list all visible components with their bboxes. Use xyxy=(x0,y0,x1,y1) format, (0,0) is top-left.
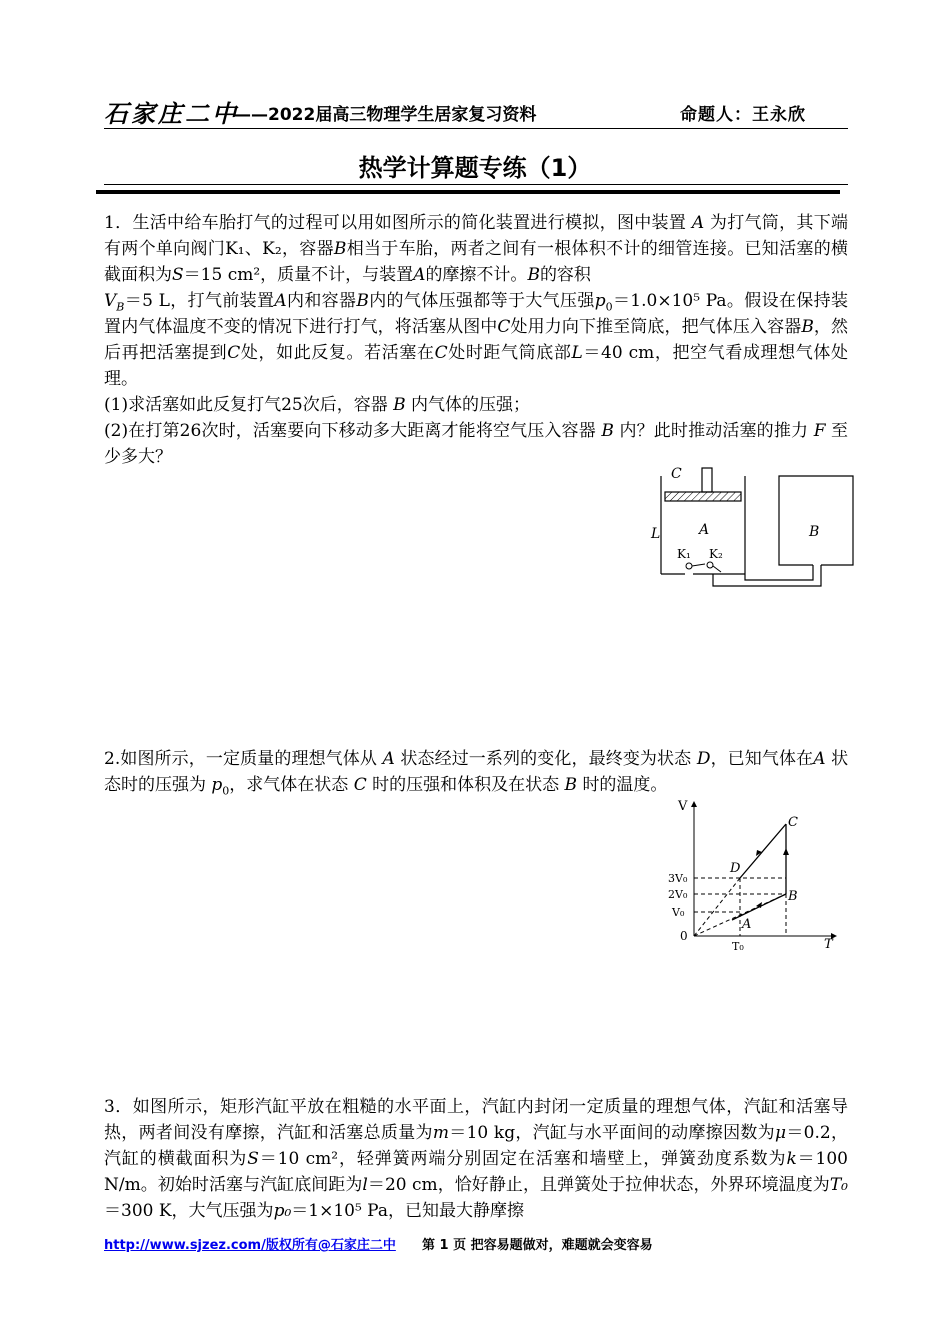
author: 命题人：王永欣 xyxy=(680,105,806,125)
point-A: A xyxy=(742,917,752,932)
question-3: 3．如图所示，矩形汽缸平放在粗糙的水平面上，汽缸内封闭一定质量的理想气体，汽缸和活塞导热，两者间没有摩擦，汽缸和活塞总质量为m＝10 kg，汽缸与水平面间的动摩擦因数为μ＝0.2，汽缸的横截面积为S＝10 cm²，轻弹簧两端分别固定在活塞和墙壁上，弹簧劲度系数为k＝100 N/m。初始时活塞与汽缸底间距为l＝20 cm，恰好静止，且弹簧处于拉伸状态，外界环境温度为T₀＝300 K，大气压强为p₀＝1×10⁵ Pa，已知最大静摩擦 xyxy=(104,1097,849,1221)
point-B: B xyxy=(788,889,798,904)
label-B: B xyxy=(809,524,820,540)
label-A: A xyxy=(699,522,710,538)
label-K2: K₂ xyxy=(709,547,723,561)
footer-link[interactable]: http://www.sjzez.com/版权所有@石家庄二中 xyxy=(104,1238,396,1253)
y-axis-label: V xyxy=(678,799,688,814)
footer-page: 第 1 页 把容易题做对，难题就会变容易 xyxy=(422,1238,653,1253)
label-L: L xyxy=(651,526,661,542)
title-rule-thin xyxy=(104,184,848,185)
tick-t0: T₀ xyxy=(732,940,744,953)
header-rule xyxy=(104,128,848,129)
q1-part-2: (2)在打第26次时，活塞要向下移动多大距离才能将空气压入容器 B 内？此时推动活塞的推力 F 至少多大？ xyxy=(104,421,849,467)
question-2: 2.如图所示，一定质量的理想气体从 A 状态经过一系列的变化，最终变为状态 D，已知气体在A 状态时的压强为 $p_0$，求气体在状态 C 时的压强和体积及在状态 B 时的温度。 xyxy=(104,749,849,798)
label-K1: K₁ xyxy=(677,547,691,561)
pump-figure xyxy=(645,462,865,587)
tick-2v0: 2V₀ xyxy=(668,888,688,901)
vt-graph xyxy=(666,798,846,958)
x-axis-label: T xyxy=(824,937,833,952)
point-D: D xyxy=(730,861,741,876)
page-title: 热学计算题专练（1） xyxy=(358,154,592,182)
question-1: 1．生活中给车胎打气的过程可以用如图所示的简化装置进行模拟，图中装置 A 为打气筒，其下端有两个单向阀门K₁、K₂，容器B相当于车胎，两者之间有一根体积不计的细管连接。已知活塞的横截面积为S＝15 cm²，质量不计，与装置A的摩擦不计。B的容积 $V_B=5$ L，打气前装置A内和容器B内的气体压强都等于大气压强$p_0=1.0\times 10^5$ Pa。假设在保持装置内气体温度不变的情况下进行打气，将活塞从图中C处用力向下推至筒底，把气体压入容器B，然后再把活塞提到C处，如此反复。若活塞在C处时距气筒底部L＝40 cm，把空气看成理想气体处理。 (1)求活塞如此反复打气25次后，容器 B 内气体的压强； (2)在打第26次时，活塞要向下移动多大距离才能将空气压入容器 B 内？此时推动活塞的推力 F 至少多大？ xyxy=(104,210,848,470)
label-C: C xyxy=(671,466,682,482)
series-title: ——2022届高三物理学生居家复习资料 xyxy=(234,105,537,125)
origin-label: 0 xyxy=(680,929,688,943)
tick-v0: V₀ xyxy=(672,906,685,919)
school-name: 石家庄二中 xyxy=(104,99,239,128)
tick-3v0: 3V₀ xyxy=(668,872,688,885)
q1-part-1: (1)求活塞如此反复打气25次后，容器 B 内气体的压强； xyxy=(104,395,531,415)
point-C: C xyxy=(788,815,798,830)
title-rule-thick xyxy=(96,190,840,194)
